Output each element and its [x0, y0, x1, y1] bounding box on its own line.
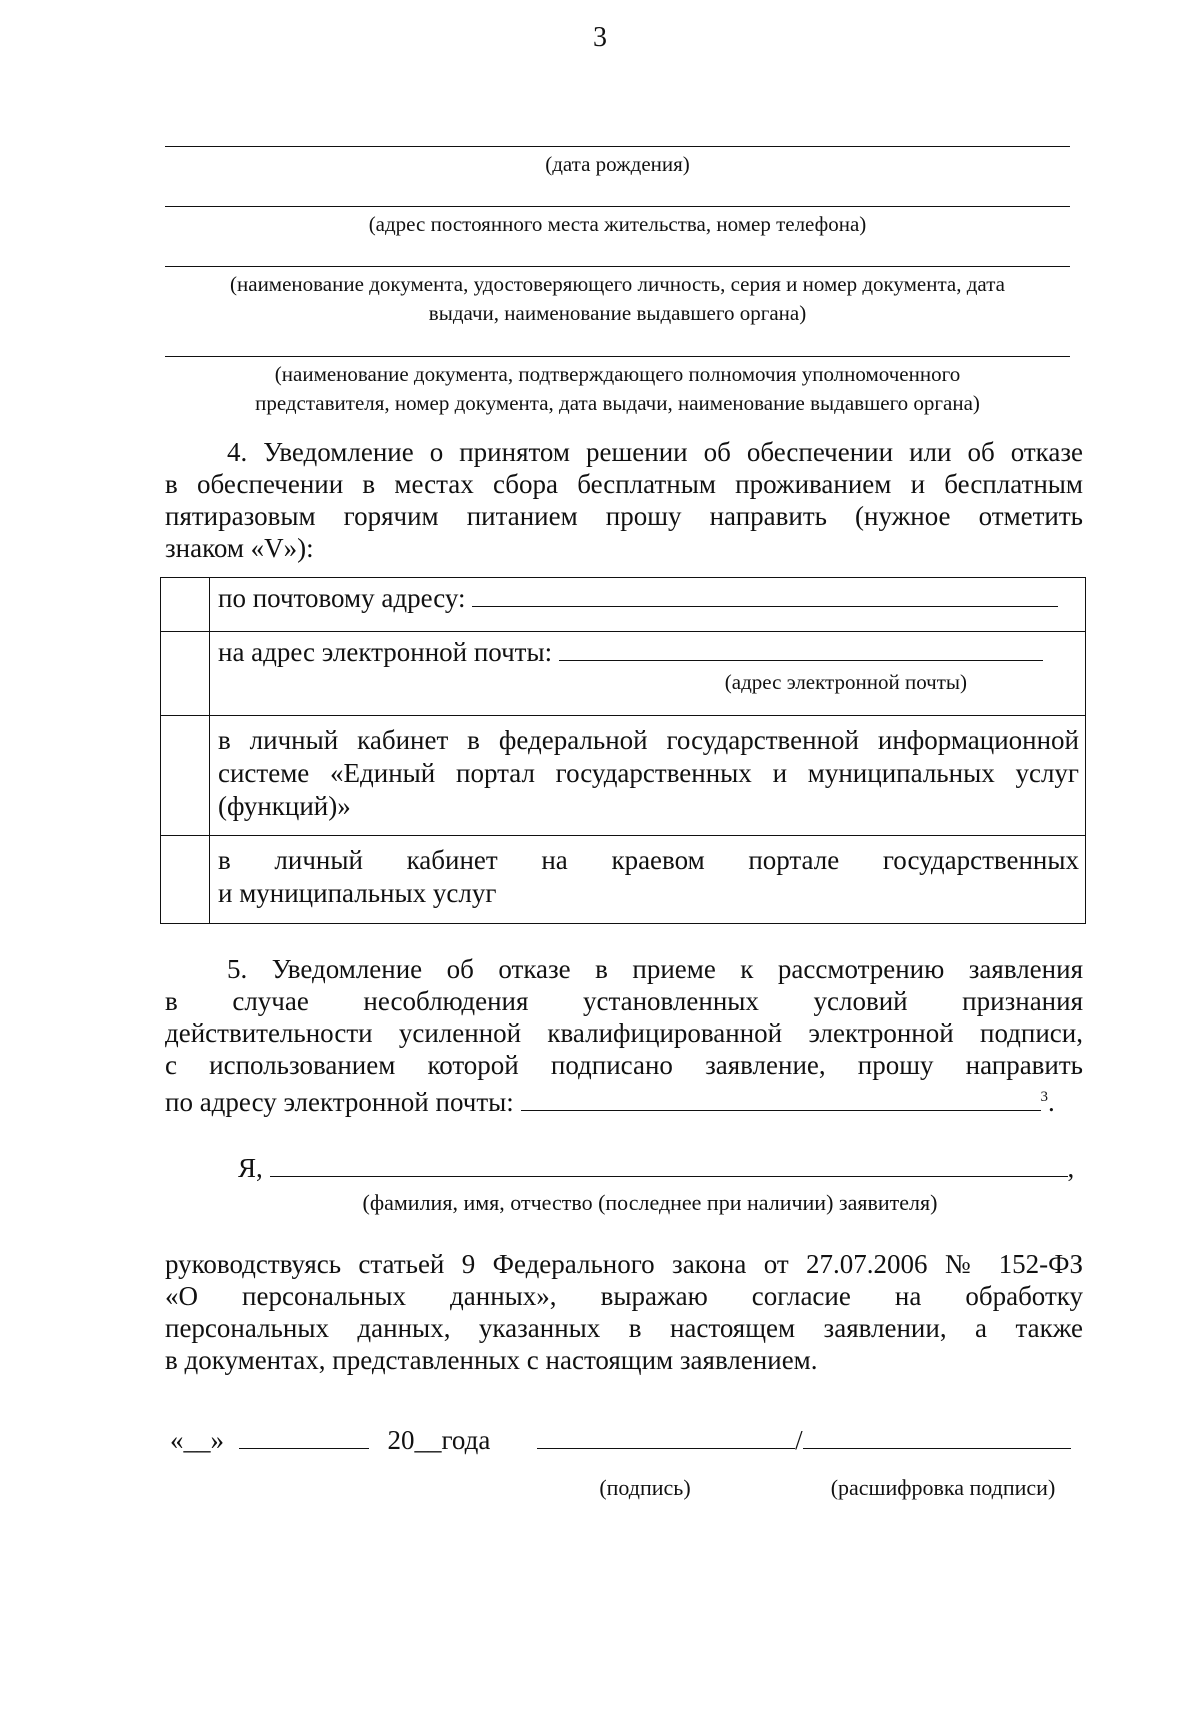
date-year[interactable]: 20__года — [387, 1425, 491, 1455]
section5-end: . — [1048, 1087, 1055, 1117]
email-checkbox[interactable] — [161, 632, 210, 716]
section4-line1: 4. Уведомление о принятом решении об обеспечении или об отказе — [227, 437, 1083, 467]
regional-line2: и муниципальных услуг — [218, 878, 497, 908]
applicant-name-line[interactable] — [270, 1152, 1068, 1177]
signature-row — [170, 1424, 1090, 1456]
section5-line5 — [165, 1081, 1083, 1118]
page-number: 3 — [593, 22, 607, 53]
signature-decoding-line[interactable] — [803, 1424, 1071, 1449]
address-line[interactable] — [165, 206, 1070, 207]
regional-checkbox[interactable] — [161, 836, 210, 924]
section5-email-label: по адресу электронной почты: — [165, 1087, 514, 1117]
section5-line1: 5. Уведомление об отказе в приеме к рассмотрению заявления — [227, 954, 1083, 984]
option-postal — [210, 578, 1086, 632]
section5-line2: в случае несоблюдения установленных условий признания — [165, 986, 1083, 1016]
gosuslugi-line2: системе «Единый портал государственных и муниципальных услуг — [218, 758, 1079, 788]
date-day[interactable]: «__» — [170, 1425, 224, 1455]
identity-doc-caption-line1: (наименование документа, удостоверяющего личность, серия и номер документа, дата — [230, 272, 1005, 296]
address-caption: (адрес постоянного места жительства, номер телефона) — [368, 212, 867, 236]
section4-line2: в обеспечении в местах сбора бесплатным проживанием и бесплатным — [165, 469, 1083, 499]
authority-doc-caption-line2: представителя, номер документа, дата выдачи, наименование выдавшего органа) — [255, 391, 980, 415]
consent-line4: в документах, представленных с настоящим заявлением. — [165, 1345, 818, 1375]
email-address-line[interactable] — [559, 636, 1043, 661]
consent-line1: руководствуясь статьей 9 Федерального закона от 27.07.2006 № 152-ФЗ — [165, 1249, 1083, 1279]
identity-doc-caption-line2: выдачи, наименование выдавшего органа) — [428, 301, 807, 325]
identity-doc-line[interactable] — [165, 266, 1070, 267]
decoding-caption: (расшифровка подписи) — [830, 1475, 1056, 1500]
signature-slash: / — [795, 1425, 803, 1455]
section4-line4: знаком «V»): — [165, 533, 314, 563]
postal-address-line[interactable] — [472, 582, 1058, 607]
applicant-name-row — [238, 1152, 1074, 1184]
authority-doc-caption — [150, 360, 1085, 418]
footnote-mark: 3 — [1040, 1089, 1049, 1105]
section5-paragraph — [165, 953, 1083, 1118]
email-label: на адрес электронной почты: — [218, 637, 553, 667]
section5-line3: действительности усиленной квалифицированной электронной подписи, — [165, 1018, 1083, 1048]
signature-line[interactable] — [537, 1424, 795, 1449]
gosuslugi-line3: (функций)» — [218, 791, 351, 821]
refusal-email-line[interactable] — [521, 1086, 1041, 1111]
signature-caption: (подпись) — [599, 1475, 691, 1500]
authority-doc-caption-line1: (наименование документа, подтверждающего полномочия уполномоченного — [274, 362, 961, 386]
option-row-postal — [161, 578, 1086, 632]
gosuslugi-line1: в личный кабинет в федеральной государственной информационной — [218, 725, 1079, 755]
option-gosuslugi — [210, 716, 1086, 836]
option-row-regional — [161, 836, 1086, 924]
regional-line1: в личный кабинет на краевом портале государственных — [218, 845, 1079, 875]
birth-date-caption: (дата рождения) — [545, 152, 690, 176]
postal-checkbox[interactable] — [161, 578, 210, 632]
option-row-email — [161, 632, 1086, 716]
name-comma: , — [1067, 1153, 1075, 1183]
option-regional — [210, 836, 1086, 924]
authority-doc-line[interactable] — [165, 356, 1070, 357]
section4-paragraph — [165, 436, 1083, 564]
applicant-name-caption: (фамилия, имя, отчество (последнее при наличии) заявителя) — [362, 1190, 938, 1215]
consent-line2: «О персональных данных», выражаю согласие на обработку — [165, 1281, 1083, 1311]
consent-line3: персональных данных, указанных в настоящем заявлении, а также — [165, 1313, 1083, 1343]
email-caption: (адрес электронной почты) — [724, 670, 967, 694]
ya-label: Я, — [238, 1153, 263, 1183]
identity-doc-caption — [150, 270, 1085, 328]
section5-line4: с использованием которой подписано заявление, прошу направить — [165, 1050, 1083, 1080]
section4-line3: пятиразовым горячим питанием прошу направить (нужное отметить — [165, 501, 1083, 531]
birth-date-line[interactable] — [165, 146, 1070, 147]
option-email — [210, 632, 1086, 716]
date-month-line[interactable] — [239, 1424, 369, 1449]
notification-options-table — [160, 577, 1086, 924]
postal-label: по почтовому адресу: — [218, 583, 466, 613]
option-row-gosuslugi — [161, 716, 1086, 836]
gosuslugi-checkbox[interactable] — [161, 716, 210, 836]
consent-paragraph — [165, 1248, 1083, 1376]
